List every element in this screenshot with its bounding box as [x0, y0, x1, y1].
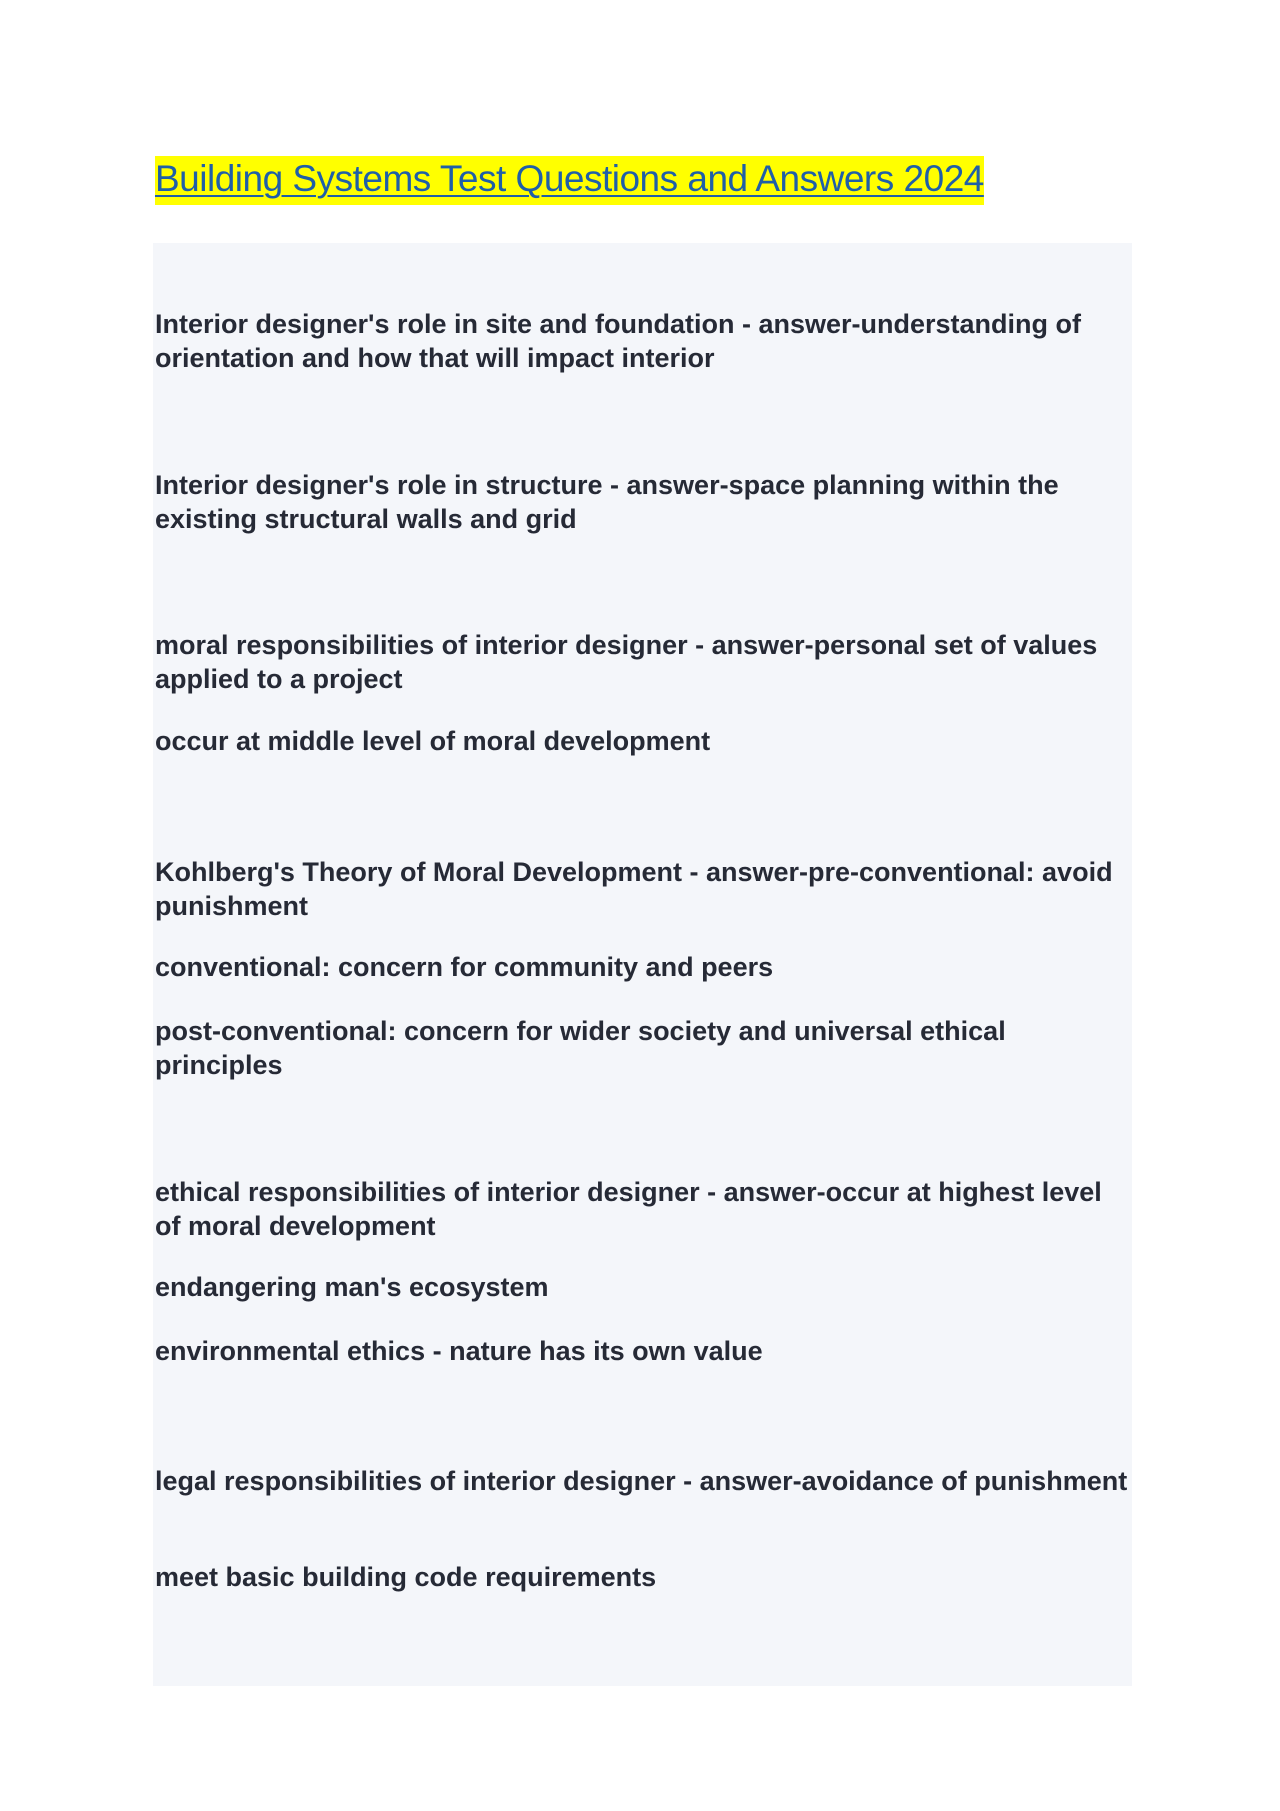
entry-text: environmental ethics - nature has its own value — [155, 1336, 763, 1366]
document-title: Building Systems Test Questions and Answers 2024 — [155, 156, 984, 205]
entry-text: legal responsibilities of interior designer - answer-avoidance of punishment — [155, 1466, 1128, 1496]
entry-text: ethical responsibilities of interior designer - answer-occur at highest level of moral development — [155, 1177, 1102, 1241]
entry-text: meet basic building code requirements — [155, 1562, 657, 1592]
entry-text: conventional: concern for community and peers — [155, 952, 774, 982]
band-row — [153, 1078, 1132, 1141]
band-row — [153, 1400, 1132, 1463]
entry-text: occur at middle level of moral development — [155, 726, 711, 756]
entry-text: moral responsibilities of interior designer - answer-personal set of values applied to a project — [155, 630, 1098, 694]
entry-text: endangering man's ecosystem — [155, 1272, 549, 1302]
entry-text: Interior designer's role in structure - answer-space planning within the existing structural walls and grid — [155, 470, 1059, 534]
qa-list — [153, 243, 1132, 1686]
entry-text: Kohlberg's Theory of Moral Development - answer-pre-conventional: avoid punishment — [155, 857, 1113, 921]
entry-text: Interior designer's role in site and foundation - answer-understanding of orientation and how that will impact interior — [155, 309, 1082, 373]
entry-text: post-conventional: concern for wider society and universal ethical principles — [155, 1016, 1006, 1080]
band-row — [153, 562, 1132, 624]
band-row — [153, 1626, 1132, 1684]
band-row — [153, 1594, 1132, 1624]
